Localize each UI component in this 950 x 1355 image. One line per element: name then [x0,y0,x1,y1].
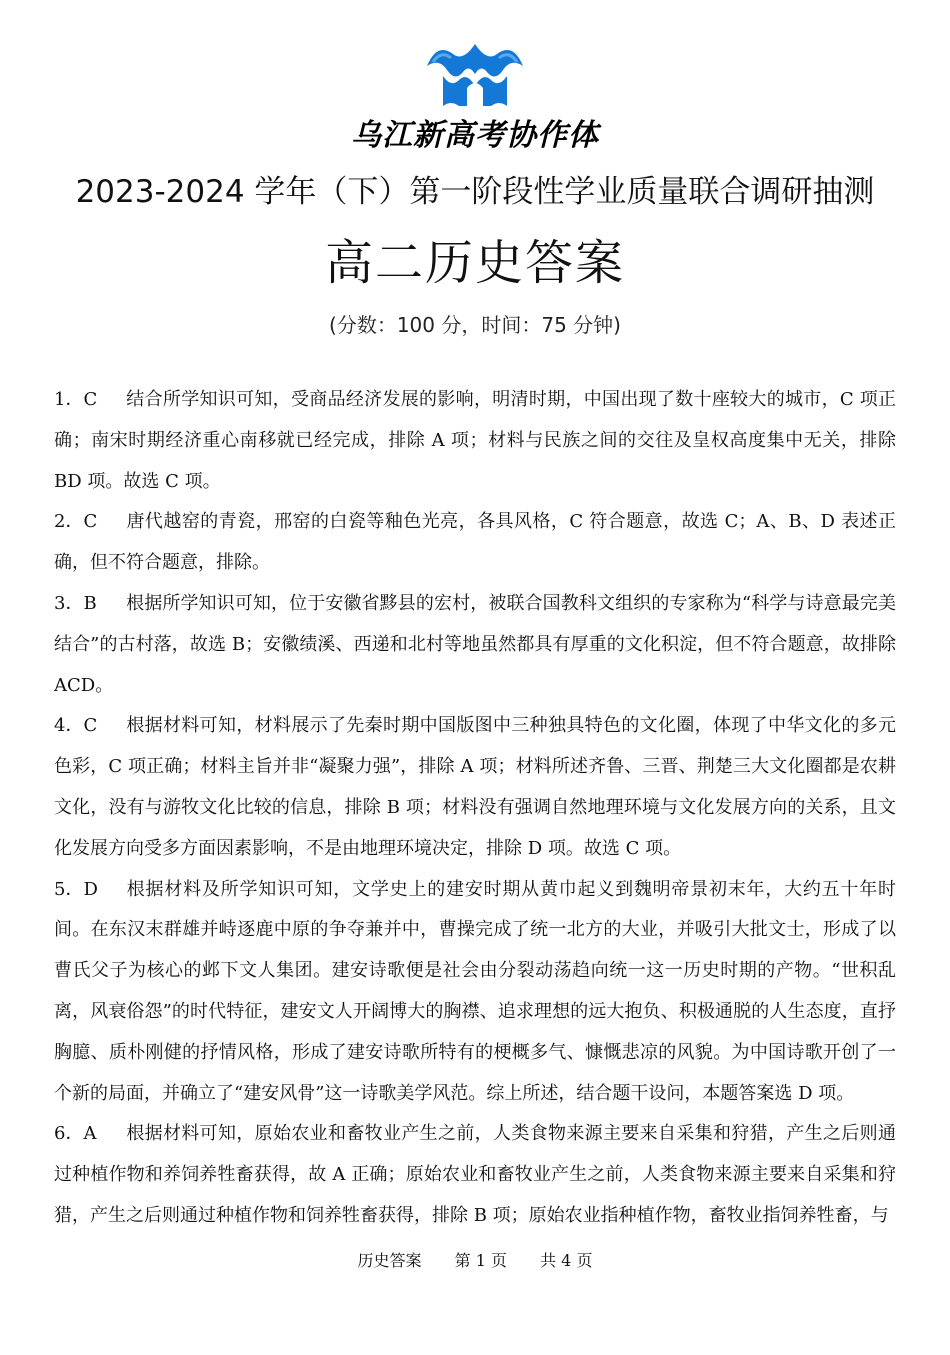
exam-meta: (分数：100 分，时间：75 分钟) [329,313,621,337]
answer-number: 1．C [54,389,98,410]
logo-name: 乌江新高考协作体 [351,118,599,153]
footer-doc-name: 历史答案 [357,1251,422,1270]
answer-number: 3．B [54,592,97,614]
answer-text: 根据所学知识可知，位于安徽省黟县的宏村，被联合国教科文组织的专家称为“科学与诗意最完美结合”的古村落，故选 B；安徽绩溪、西递和北村等地虽然都具有厚重的文化积淀，但不符合题意，故排除 ACD。 [54,592,896,696]
page-title: 高二历史答案 [324,235,625,291]
answer-number: 4．C [54,715,98,737]
answer-text: 根据材料可知，材料展示了先秦时期中国版图中三种独具特色的文化圈，体现了中华文化的多元色彩，C 项正确；材料主旨并非“凝聚力强”，排除 A 项；材料所述齐鲁、三晋、荆楚三大文化圈都是农耕文化，没有与游牧文化比较的信息，排除 B 项；材料没有强调自然地理环境与文化发展方向的关系，且文化发展方向受多方面因素影响，不是由地理环境决定，排除 D 项。故选 C 项。 [54,715,896,859]
answer-text: 唐代越窑的青瓷，邢窑的白瓷等釉色光亮，各具风格，C 符合题意，故选 C；A、B、D 表述正确，但不符合题意，排除。 [54,511,896,574]
logo [0,36,950,108]
answer-number: 2．C [54,511,98,533]
answer-text: 结合所学知识可知，受商品经济发展的影响，明清时期，中国出现了数十座较大的城市，C 项正确；南宋时期经济重心南移就已经完成，排除 A 项；材料与民族之间的交往及皇权高度集中无关，排除 BD 项。故选 C 项。 [54,389,896,492]
answer-item-6 [54,1114,896,1236]
answer-number: 5．D [54,878,98,900]
answer-item-4 [54,706,896,869]
footer-page-number: 第 1 页 [454,1251,507,1270]
answer-text: 根据材料可知，原始农业和畜牧业产生之前，人类食物来源主要来自采集和狩猎，产生之后则通过种植作物和养饲养牲畜获得，故 A 正确；原始农业和畜牧业产生之前，人类食物来源主要来自采集和狩猎，产生之后则通过种植作物和饲养牲畜获得，排除 B 项；原始农业指种植作物，畜牧业指饲养牲畜，与 [54,1123,896,1226]
wave-logo-icon [423,36,527,108]
answer-item-2 [54,502,896,584]
answer-text: 根据材料及所学知识可知，文学史上的建安时期从黄巾起义到魏明帝景初末年，大约五十年时间。在东汉末群雄并峙逐鹿中原的争夺兼并中，曹操完成了统一北方的大业，并吸引大批文士，形成了以曹氏父子为核心的邺下文人集团。建安诗歌便是社会由分裂动荡趋向统一这一历史时期的产物。“世积乱离，风衰俗怨”的时代特征，建安文人开阔博大的胸襟、追求理想的远大抱负、积极通脱的人生态度，直抒胸臆、质朴刚健的抒情风格，形成了建安诗歌所特有的梗概多气、慷慨悲凉的风貌。为中国诗歌开创了一个新的局面，并确立了“建安风骨”这一诗歌美学风范。综上所述，结合题干设问，本题答案选 D 项。 [54,878,896,1104]
answer-list [54,380,896,1237]
answer-item-1 [54,380,896,502]
exam-title: 2023-2024 学年（下）第一阶段性学业质量联合调研抽测 [75,174,875,210]
answer-item-5 [54,870,896,1115]
answer-number: 6．A [54,1123,97,1145]
page-footer [0,1248,950,1271]
footer-total-pages: 共 4 页 [540,1251,593,1270]
answer-item-3 [54,584,896,706]
